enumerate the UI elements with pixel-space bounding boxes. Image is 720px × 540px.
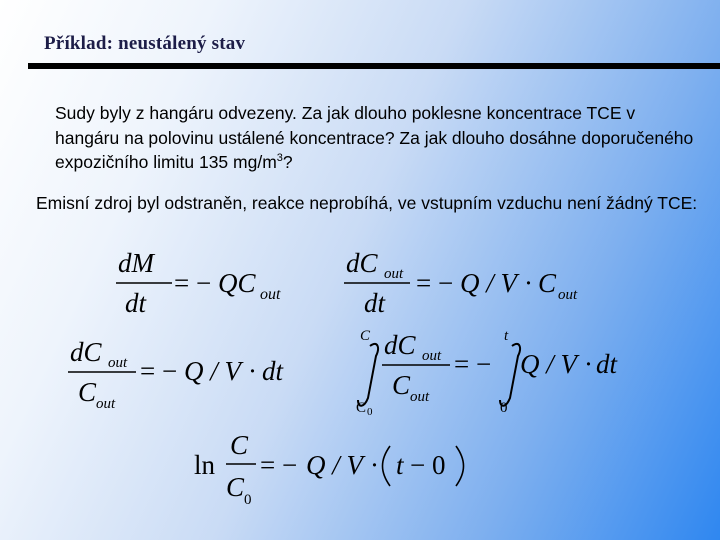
eq4-integral2-icon: [500, 344, 520, 406]
equation-integrated: [352, 326, 642, 418]
eq4-rhs-dot: ·: [584, 349, 593, 379]
eq4-integral1-icon: [358, 344, 378, 406]
eq1-rhs-qc: QC: [218, 268, 256, 298]
eq1-numerator: dM: [118, 248, 154, 278]
eq1-denominator: dt: [125, 288, 147, 318]
slide-title: Příklad: neustálený stav: [44, 33, 246, 54]
eq4-int2-upper: t: [504, 328, 509, 344]
eq4-int1-lower: C: [356, 400, 367, 416]
eq4-denominator: C: [392, 370, 411, 400]
eq1-rhs-sign: = −: [174, 268, 212, 298]
eq3-numerator-sub: out: [108, 355, 128, 371]
eq3-rhs-dt: dt: [262, 356, 284, 386]
eq2-numerator-sub: out: [384, 266, 404, 282]
equation-mass-balance: [110, 244, 300, 322]
eq3-denominator-sub: out: [96, 396, 116, 412]
problem-tail: ?: [282, 152, 293, 172]
conditions-text: Emisní zdroj byl odstraněn, reakce neprobíhá, ve vstupním vzduchu není žádný TCE:: [36, 193, 698, 213]
eq5-ln: ln: [194, 450, 216, 480]
eq4-int1-lower-sub: 0: [367, 406, 373, 418]
eq5-denominator-sub: 0: [244, 492, 252, 508]
eq5-numerator: C: [230, 430, 249, 460]
equation-separated: [66, 334, 306, 418]
eq2-denominator: dt: [364, 288, 386, 318]
eq4-int2-lower: 0: [500, 400, 508, 416]
eq4-numerator: dC: [384, 330, 416, 360]
eq3-denominator: C: [78, 377, 97, 407]
equation-concentration-rate: [340, 244, 600, 322]
eq5-rhs-sign: = −: [260, 450, 298, 480]
eq5-rhs-t: t: [396, 450, 404, 480]
equation-solution: [194, 430, 474, 514]
title-divider: [28, 63, 720, 69]
eq1-rhs-sub: out: [260, 286, 281, 303]
eq5-rhs-qv: Q / V: [306, 450, 363, 480]
problem-superscript: 3: [276, 152, 283, 164]
eq4-rhs-dt: dt: [596, 349, 618, 379]
eq3-rhs-dot: ·: [248, 356, 257, 386]
eq4-mid-sign: = −: [454, 349, 492, 379]
eq5-rhs-minus-zero: − 0: [410, 450, 446, 480]
problem-text: Sudy byly z hangáru odvezeny. Za jak dlouho poklesne koncentrace TCE v hangáru na polovinu ustálené koncentrace? Za jak dlouho dosáhne doporučeného expozičního limitu 135 mg/m: [55, 103, 694, 172]
eq2-rhs-sub: out: [558, 287, 578, 303]
eq3-rhs-qv: Q / V: [184, 356, 241, 386]
eq4-numerator-sub: out: [422, 348, 442, 364]
eq2-rhs-sign: = −: [416, 268, 454, 298]
eq4-rhs-qv: Q / V: [520, 349, 577, 379]
eq5-close-paren-icon: [456, 446, 464, 486]
eq4-int1-upper: C: [360, 328, 371, 344]
eq4-denominator-sub: out: [410, 389, 430, 405]
eq2-rhs-qv: Q / V: [460, 268, 517, 298]
eq2-rhs-c: C: [538, 268, 557, 298]
eq2-numerator: dC: [346, 248, 378, 278]
eq3-rhs-sign: = −: [140, 356, 178, 386]
eq5-denominator: C: [226, 472, 245, 502]
eq5-rhs-dot: ·: [370, 450, 379, 480]
problem-statement: [55, 101, 695, 175]
eq5-open-paren-icon: [383, 446, 391, 486]
eq2-rhs-dot: ·: [524, 268, 533, 298]
eq3-numerator: dC: [70, 337, 102, 367]
